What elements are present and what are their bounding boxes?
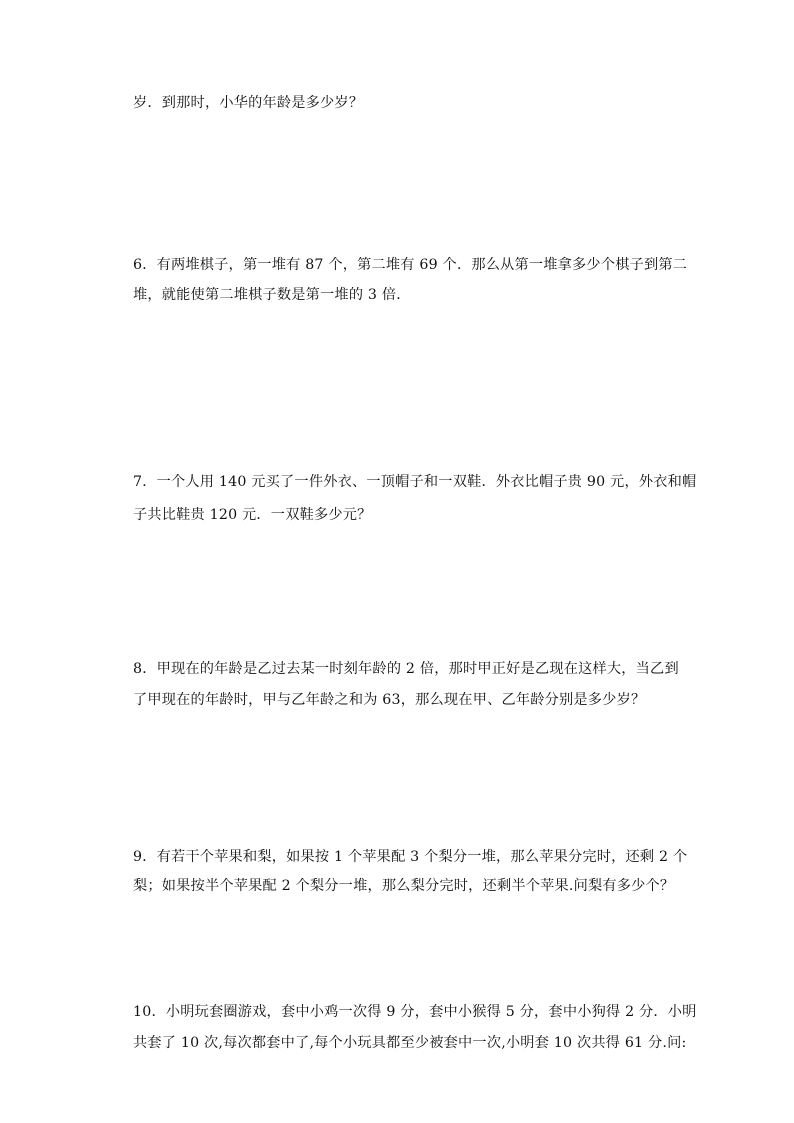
problem-5-continuation-line-1: 岁．到那时，小华的年龄是多少岁？ (133, 95, 364, 111)
problem-9-line-1: 9．有若干个苹果和梨，如果按 1 个苹果配 3 个梨分一堆，那么苹果分完时，还剩 2 个 (133, 849, 688, 865)
problem-8-line-1: 8．甲现在的年龄是乙过去某一时刻年龄的 2 倍，那时甲正好是乙现在这样大，当乙到 (133, 661, 679, 677)
problem-9-line-2: 梨；如果按半个苹果配 2 个梨分一堆，那么梨分完时，还剩半个苹果.问梨有多少个？ (133, 878, 675, 894)
problem-7-line-2: 子共比鞋贵 120 元．一双鞋多少元？ (133, 507, 372, 523)
problem-6-line-2: 堆，就能使第二堆棋子数是第一堆的 3 倍． (133, 287, 411, 303)
problem-10-line-2: 共套了 10 次,每次都套中了,每个小玩具都至少被套中一次,小明套 10 次共得 61 分.问: (133, 1035, 687, 1051)
problem-7-line-1: 7．一个人用 140 元买了一件外衣、一顶帽子和一双鞋．外衣比帽子贵 90 元，外衣和帽 (133, 474, 697, 490)
problem-6-line-1: 6．有两堆棋子，第一堆有 87 个，第二堆有 69 个．那么从第一堆拿多少个棋子到第二 (133, 257, 688, 273)
problem-10-line-1: 10．小明玩套圈游戏，套中小鸡一次得 9 分，套中小猴得 5 分，套中小狗得 2 分．小明 (133, 1004, 697, 1020)
problem-8-line-2: 了甲现在的年龄时，甲与乙年龄之和为 63，那么现在甲、乙年龄分别是多少岁？ (133, 692, 646, 708)
